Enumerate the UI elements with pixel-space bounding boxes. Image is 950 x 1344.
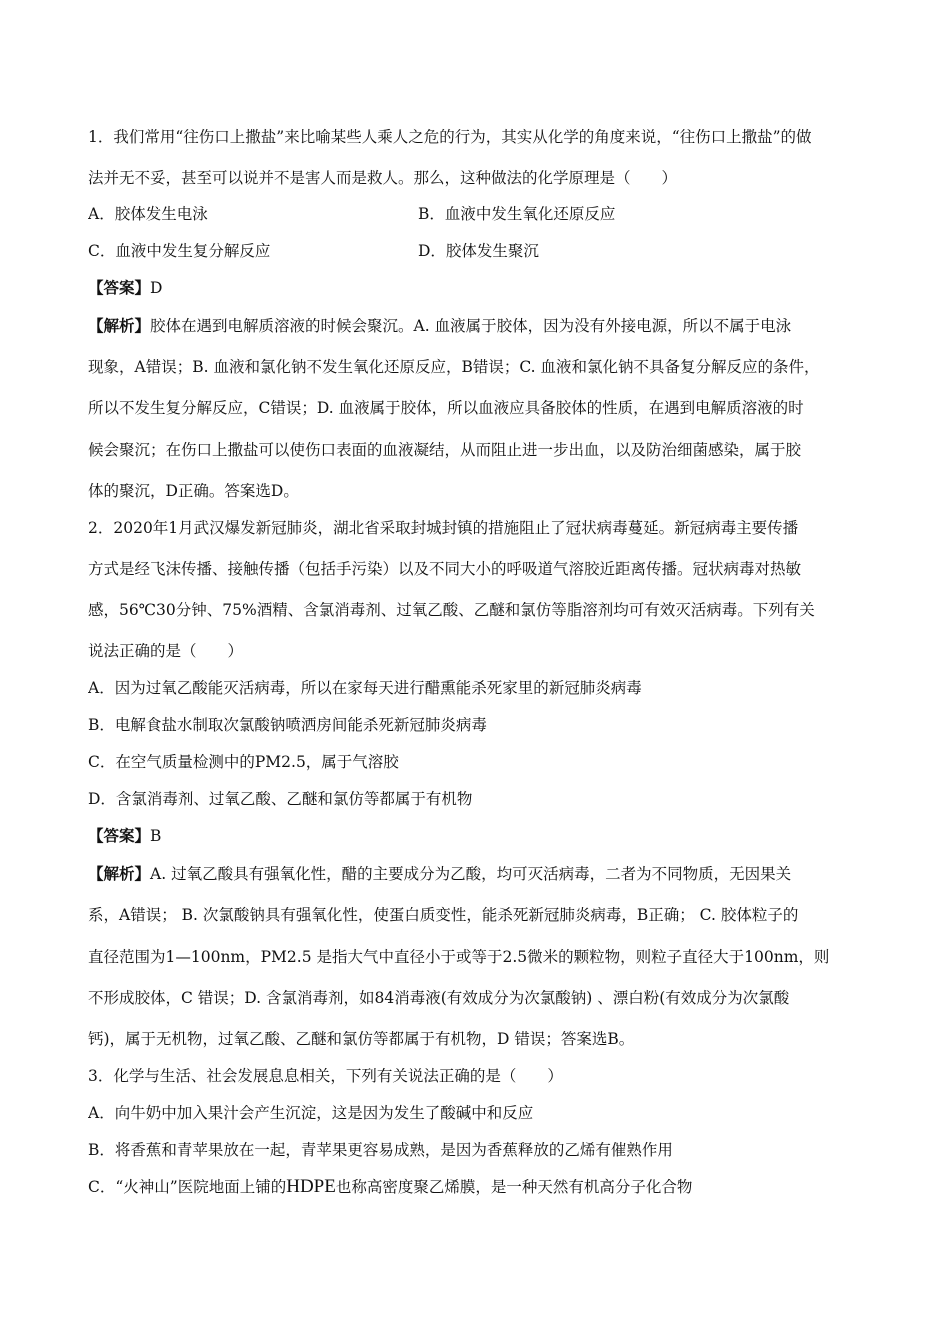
q2-option-a: A．因为过氧乙酸能灭活病毒，所以在家每天进行醋熏能杀死家里的新冠肺炎病毒 (88, 679, 642, 697)
q3-option-a: A．向牛奶中加入果汁会产生沉淀，这是因为发生了酸碱中和反应 (88, 1104, 534, 1122)
q1-analysis-line2: 现象，A错误；B. 血液和氯化钠不发生氧化还原反应，B错误；C. 血液和氯化钠不具备复分解反应的条件， (88, 358, 820, 376)
q1-stem-line2: 法并无不妥，甚至可以说并不是害人而是救人。那么，这种做法的化学原理是（ ） (88, 169, 678, 187)
analysis-label: 【解析】 (88, 316, 151, 335)
q2-option-b: B．电解食盐水制取次氯酸钠喷洒房间能杀死新冠肺炎病毒 (88, 716, 487, 734)
q3-option-c (88, 1177, 878, 1197)
q2-analysis-line1 (88, 864, 878, 884)
answer-value: D (150, 279, 163, 297)
q2-answer (88, 826, 878, 846)
q2-analysis-line5: 钙)，属于无机物，过氧乙酸、乙醚和氯仿等都属于有机物，D 错误；答案选B。 (88, 1030, 635, 1048)
analysis-text: 胶体在遇到电解质溶液的时候会聚沉。A. 血液属于胶体，因为没有外接电源，所以不属于电泳 (150, 317, 792, 335)
q1-option-c: C．血液中发生复分解反应 (88, 242, 271, 260)
answer-label: 【答案】 (88, 826, 151, 845)
q1-stem-line1: 1．我们常用“往伤口上撒盐”来比喻某些人乘人之危的行为，其实从化学的角度来说，“往伤口上撒盐”的做 (88, 128, 812, 146)
analysis-label: 【解析】 (88, 864, 151, 883)
option-c-text-pre: C．“火神山”医院地面上铺的 (88, 1178, 287, 1196)
q3-stem-line1: 3．化学与生活、社会发展息息相关，下列有关说法正确的是（ ） (88, 1067, 563, 1085)
q1-analysis-line5: 体的聚沉，D正确。答案选D。 (88, 482, 299, 500)
q2-option-d: D．含氯消毒剂、过氧乙酸、乙醚和氯仿等都属于有机物 (88, 790, 473, 808)
q1-analysis-line4: 候会聚沉；在伤口上撒盐可以使伤口表面的血液凝结，从而阻止进一步出血，以及防治细菌感染，属于胶 (88, 441, 802, 459)
q1-option-a: A．胶体发生电泳 (88, 205, 208, 223)
q1-analysis-line3: 所以不发生复分解反应，C错误；D. 血液属于胶体，所以血液应具备胶体的性质，在遇到电解质溶液的时 (88, 399, 804, 417)
q1-option-d: D．胶体发生聚沉 (418, 242, 539, 260)
q2-analysis-line2: 系，A错误； B. 次氯酸钠具有强氧化性，使蛋白质变性，能杀死新冠肺炎病毒，B正确； C. 胶体粒子的 (88, 906, 799, 924)
q2-option-c: C．在空气质量检测中的PM2.5，属于气溶胶 (88, 753, 399, 771)
option-c-hdpe: HDPE (286, 1177, 336, 1197)
q2-stem-line1: 2．2020年1月武汉爆发新冠肺炎，湖北省采取封城封镇的措施阻止了冠状病毒蔓延。新冠病毒主要传播 (88, 519, 799, 537)
answer-label: 【答案】 (88, 278, 151, 297)
option-c-text-post: 也称高密度聚乙烯膜，是一种天然有机高分子化合物 (335, 1178, 693, 1196)
q3-option-b: B．将香蕉和青苹果放在一起，青苹果更容易成熟，是因为香蕉释放的乙烯有催熟作用 (88, 1141, 673, 1159)
q2-stem-line3: 感，56℃30分钟、75%酒精、含氯消毒剂、过氧乙酸、乙醚和氯仿等脂溶剂均可有效灭活病毒。下列有关 (88, 601, 815, 619)
q1-analysis-line1 (88, 316, 878, 336)
answer-value: B (150, 827, 162, 845)
q1-option-b: B．血液中发生氧化还原反应 (418, 205, 616, 223)
q1-answer (88, 278, 878, 298)
analysis-text: A. 过氧乙酸具有强氧化性，醋的主要成分为乙酸，均可灭活病毒，二者为不同物质，无因果关 (150, 865, 792, 883)
q2-stem-line2: 方式是经飞沫传播、接触传播（包括手污染）以及不同大小的呼吸道气溶胶近距离传播。冠状病毒对热敏 (88, 560, 802, 578)
q2-analysis-line4: 不形成胶体，C 错误；D. 含氯消毒剂，如84消毒液(有效成分为次氯酸钠) 、漂白粉(有效成分为次氯酸 (88, 989, 790, 1007)
q2-analysis-line3: 直径范围为1—100nm，PM2.5 是指大气中直径小于或等于2.5微米的颗粒物，则粒子直径大于100nm，则 (88, 948, 830, 966)
q2-stem-line4: 说法正确的是（ ） (88, 642, 244, 660)
